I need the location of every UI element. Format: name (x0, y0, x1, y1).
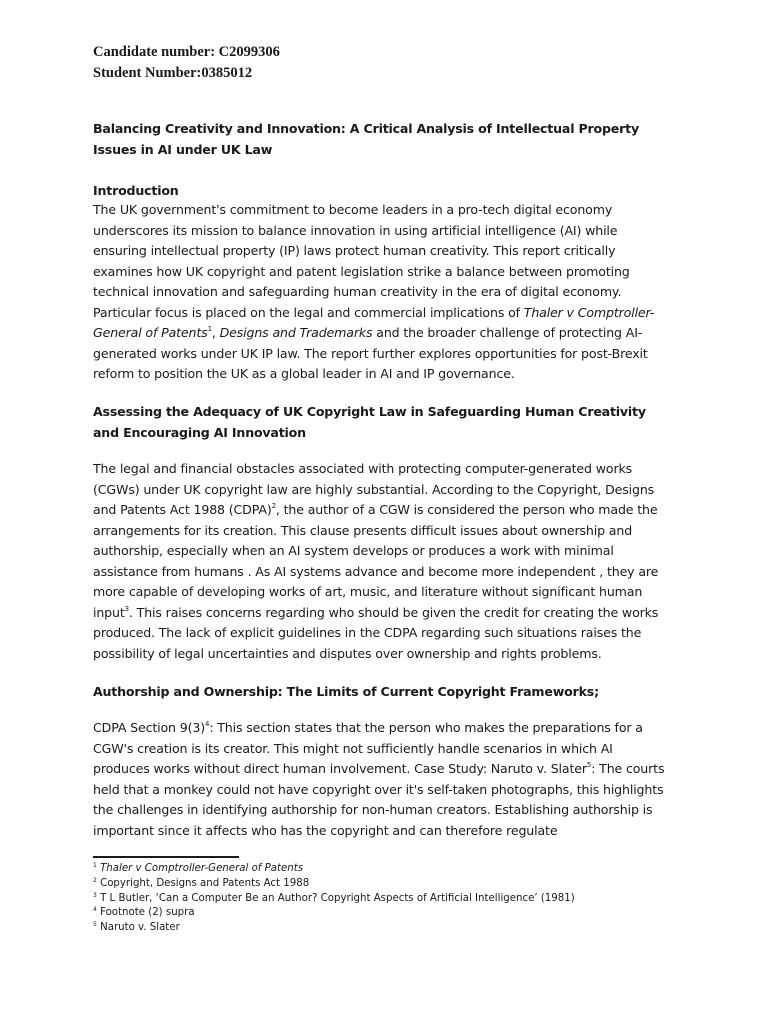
footnote-4 (93, 906, 673, 921)
intro-designs-name: Designs and Trademarks (219, 325, 373, 340)
footnote-text: Footnote (2) supra (100, 907, 195, 919)
footnote-number: 1 (93, 862, 97, 869)
footnote-ref-1[interactable]: 1 (207, 325, 212, 333)
footnote-2 (93, 877, 673, 892)
section2-text-c: . This raises concerns regarding who should be given the credit for creating the works produced. The lack of explicit guidelines in the CDPA regarding such situations raises the possibility of legal uncertainties and disputes over ownership and rights problems. (93, 604, 659, 661)
candidate-number: Candidate number: C2099306 (93, 44, 280, 60)
footnote-text: Copyright, Designs and Patents Act 1988 (100, 877, 310, 889)
footnote-number: 5 (93, 921, 97, 929)
footnote-5 (93, 921, 673, 936)
section3-heading: Authorship and Ownership: The Limits of Current Copyright Frameworks; (93, 684, 599, 699)
intro-text-2: and the broader challenge of protecting AI-generated works under UK IP law. The report further explores opportunities for post-Brexit reform to position the UK as a global leader in AI and IP governance. (93, 325, 648, 381)
footnote-1 (93, 862, 673, 877)
section3-text-c: : The courts held that a monkey could not have copyright over it's self-taken photographs, this highlights the challenges in identifying authorship for non-human creators. Establishing authorship is important since it affects who has the copyright and can therefore regulate (93, 761, 665, 838)
intro-separator: , (211, 325, 220, 340)
footnote-number: 2 (93, 876, 97, 884)
section2-text-a: The legal and financial obstacles associated with protecting computer-generated works (CGWs) under UK copyright law are highly substantial. According to the Copyright, Designs and Patents Act 1988 (CDPA) (93, 461, 655, 517)
footnote-text: Naruto v. Slater (100, 922, 180, 934)
footnote-text: T L Butler, ‘Can a Computer Be an Author? Copyright Aspects of Artificial Intelligence’ (1981) (100, 892, 575, 904)
footnote-ref-4[interactable]: 4 (205, 720, 210, 728)
document-title: Balancing Creativity and Innovation: A Critical Analysis of Intellectual Property Issues in AI under UK Law (93, 121, 639, 157)
footnote-divider (93, 856, 239, 858)
section3-text-b: : This section states that the person who makes the preparations for a CGW's creation is its creator. This might not sufficiently handle scenarios in which AI produces works without direct human involvement. Case Study: Naruto v. Slater (93, 720, 643, 776)
student-number: Student Number:0385012 (93, 65, 253, 81)
footnote-ref-3[interactable]: 3 (124, 604, 129, 613)
footnote-ref-2[interactable]: 2 (271, 502, 276, 510)
section2-heading: Assessing the Adequacy of UK Copyright Law in Safeguarding Human Creativity and Encouraging AI Innovation (93, 404, 646, 440)
candidate-info (93, 42, 673, 84)
section3-paragraph (93, 718, 673, 841)
footnote-number: 3 (93, 891, 97, 899)
footnotes (93, 862, 673, 936)
intro-paragraph (93, 200, 673, 385)
footnote-text: Thaler v Comptroller-General of Patents (100, 863, 304, 874)
intro-text-1: The UK government's commitment to become leaders in a pro-tech digital economy underscores its mission to balance innovation in using artificial intelligence (AI) while ensuring intellectual property (IP) laws protect human creativity. This report critically examines how UK copyright and patent legislation strike a balance between promoting technical innovation and safeguarding human creativity in the era of digital economy. Particular focus is placed on the legal and commercial implications of (93, 202, 630, 320)
footnote-ref-5[interactable]: 5 (586, 761, 592, 769)
section3-text-a: CDPA Section 9(3) (93, 720, 205, 735)
footnote-3 (93, 892, 673, 907)
section2-paragraph (93, 459, 673, 664)
footnote-number: 4 (93, 906, 97, 914)
section2-text-b: , the author of a CGW is considered the person who made the arrangements for its creation. This clause presents difficult issues about ownership and authorship, especially when an AI system develops or produces a work with minimal assistance from humans . As AI systems advance and become more independent , they are more capable of developing works of art, music, and literature without significant human input (93, 502, 659, 620)
intro-case-name: Thaler v Comptroller-General of Patents (93, 304, 655, 340)
intro-heading: Introduction (93, 183, 179, 198)
